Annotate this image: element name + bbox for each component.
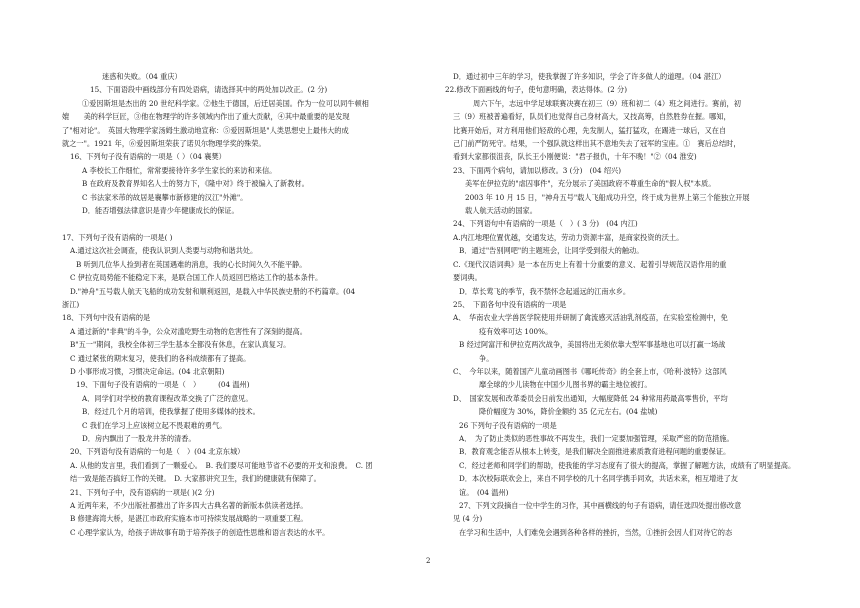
text-line: 三（9）班被普遍看好，队员们也觉得自己身材高大，又技高筹，自然胜券在握。哪知， (453, 112, 731, 122)
text-line: 比赛开始后，对方利用他们轻敌的心理，先发制人，猛打猛攻，在踢进一球后，又在自 (453, 125, 727, 135)
text-line: 16、下列句子没有语病的一项是（ ）（04 襄樊） (70, 152, 226, 162)
text-line: 2003 年 10 月 15 日，"神舟五号"载人飞船成功升空，终于成为世界上第三个能独立开展 (465, 192, 750, 202)
left-column (62, 70, 422, 539)
text-line: 载人航天活动的国家。 (465, 206, 537, 216)
text-line: ①爱因斯坦是杰出的 20 世纪科学家。②他生于德国，后迁居美国。作为一位可以同牛顿相 (82, 98, 369, 108)
text-line: 了"相对论"。 英国大物理学家汤姆生激动地宣称：⑤爱因斯坦是"人类思想史上最伟大的成 (62, 125, 349, 135)
text-line: A. 从他的发言里，我们看到了一颗爱心。 B. 我们要尽可能地节省不必要的开支和浪费。 C. 团 (70, 460, 373, 470)
text-line: 迷惑和失败。（04 重庆） (102, 72, 182, 81)
text-line: 在学习和生活中，人们难免会遇到各种各样的挫折，当然，①挫折会因人们对待它的态 (459, 527, 733, 537)
text-line: B．教育观念能否从根本上转变，是我们解决全面推进素质教育进程问题的重要保证。 (459, 447, 731, 457)
text-line: 24、下列语句中有语病的一项是（ ）( 3 分) (04 内江) (453, 219, 638, 229)
text-line: D."神舟"五号载人航天飞船的成功发射和顺利返回，是载入中华民族史册的不朽篇章。(04 (70, 286, 356, 296)
text-line (62, 217, 422, 230)
text-line: 22.修改下面画线的句子，使句意明确，表达得体。(2 分) (445, 85, 628, 95)
text-line: C．经过老师和同学们的帮助，使我能的学习态度有了很大的提高，掌握了解题方法，成绩有了明显提高。 (459, 460, 796, 470)
text-line: C 我们在学习上应该树立起不畏艰难的勇气。 (82, 420, 227, 430)
text-line: 21、下列句子中，没有语病的一项是( )(2 分) (70, 487, 215, 497)
text-line: 争。 (479, 353, 494, 363)
text-line: 己门前严防死守。结果，一个强队就这样出其不意地失去了冠军的宝座。① 赛后总结时， (453, 139, 741, 149)
text-line: B 经过阿富汗和伊拉克两次战争，美国将出无须依靠大型军事基地也可以打赢一场战 (459, 340, 726, 350)
text-line: 降价幅度为 30%，降价金额约 35 亿元左右。(04 盐城) (479, 407, 658, 417)
page-number: 2 (426, 557, 431, 565)
text-line: 20、下列语句没有语病的一句是（ ）(04 北京东城） (70, 447, 245, 457)
text-line: A． 为了防止类似的恶性事故不再发生，我们一定要加强管理，采取严密的防范措施。 (459, 433, 734, 443)
text-line: A．同学们对学校的教育课程改革交换了广泛的意见。 (82, 393, 253, 403)
text-line: 19、下面句子没有语病的一项是（ ） (04 温州) (76, 380, 250, 390)
text-line: B 在政府及教育界知名人士的努力下，《隆中对》终于被编入了新教材。 (82, 179, 309, 189)
text-line: B 听到几位华人捡到者在英国遇难的消息，我的心长时间久久不能平静。 (76, 259, 307, 269)
text-line: C、 今年以来，随着国产儿童动画图书《哪吒传奇》的全套上市，《哈利·波特》这部风 (453, 366, 727, 376)
text-line: C 心理学家认为，给孩子讲故事有助于培养孩子的创造性思维和语言表达的水平。 (70, 527, 330, 537)
text-line: D、 国家发展和改革委员会日前发出通知，大幅度降低 24 种常用药最高零售价，平均 (453, 393, 728, 403)
text-line: D．能否增强法律意识是青少年健康成长的保证。 (82, 206, 239, 216)
text-line: C 伊拉克局势能不能稳定下来，是联合国工作人员返回巴格达工作的基本条件。 (70, 273, 323, 283)
text-line: 17、下列句子没有语病的一项是( ) (62, 232, 173, 242)
text-line: 浙江) (62, 299, 80, 309)
text-line: B．通过"告别网吧"的主题班会，让同学受到很大的触动。 (459, 246, 644, 256)
text-line: 23、下面两个病句，请加以修改。3 (分) (04 绍兴) (453, 165, 622, 175)
text-line: A 李校长工作细忙，常常要接待许多学生家长的来访和来信。 (82, 165, 277, 175)
text-line: D．本次校际联欢会上，来自不同学校的几十名同学携手同欢，共话未来，相互增进了友 (459, 474, 738, 484)
text-line: B 修建海湾大桥，是湛江市政府实施本市可持续发展战略的一项重要工程。 (70, 514, 308, 524)
text-line: A 通过新的"非典"的斗争，公众对滥吃野生动物的危害性有了深刻的提高。 (70, 326, 307, 336)
text-line: D．草长莺飞的季节，我不禁怀念起遥远的江南水乡。 (459, 286, 631, 296)
text-line: D．房内飘出了一股龙井茶的清香。 (82, 433, 196, 443)
text-line: 看到大家都很沮丧，队长王小刚便说："君子报仇，十年不晚！"②（04 淮安) (453, 152, 697, 162)
text-line: 就之一"。1921 年，⑥爱因斯坦荣获了诺贝尔物理学奖的殊荣。 (62, 139, 266, 149)
text-line: 结一致是能否搞好工作的关键。 D. 大家都讲究卫生，我们的健康就有保障了。 (70, 474, 321, 484)
text-line: D．通过初中三年的学习，使我掌握了许多知识，学会了许多做人的道理。（04 湛江） (453, 72, 726, 81)
right-column (445, 70, 807, 539)
text-line: 18、下列句中没有语病的是 (62, 313, 151, 323)
text-line: C 书法家米芾的故居是襄攀市新修建的汉江"外滩"。 (82, 192, 248, 202)
text-line: 要词典。 (453, 273, 482, 283)
text-line: 媲 美的科学巨匠，③他在物理学的许多领域内作出了重大贡献，④其中最重要的是发现 (62, 112, 350, 122)
text-line: 疫有效率可达 100%。 (479, 326, 553, 336)
text-line: 美军在伊拉克的"虐囚事件"，充分展示了美国政府不尊重生命的"假人权"本质。 (465, 179, 716, 189)
text-line: A、 华南农业大学兽医学院使用并研制了禽流感灭活油乳剂疫苗，在实验室检测中，免 (453, 313, 728, 323)
text-line: 谊。 (04 温州) (459, 487, 509, 497)
text-line: C.《现代汉语词典》是一本在历史上有着十分重要的意义、起着引导规范汉语作用的重 (453, 259, 727, 269)
text-line: 靡全球的少儿读物在中国少儿图书界的霸主地位被打。 (479, 380, 652, 390)
text-line: B．经过几个月的培训，使我掌握了使用多媒体的技术。 (82, 407, 260, 417)
text-line: A 近两年来，不少出版社都推出了许多四大古典名著的新版本供读者选择。 (70, 501, 308, 510)
text-line: 27、下列文段摘自一位中学生的习作，其中画横线的句子有语病，请任选四处提出修改意 (459, 501, 742, 510)
text-line: D 小事形成习惯，习惯决定命运。(04 北京朝阳) (70, 366, 225, 376)
text-line: 26 下列句子没有语病的一项是 (459, 420, 557, 430)
text-line: 见 (4 分) (453, 514, 483, 524)
text-line: C 通过紧张的期末复习，使我们的各科成绩都有了提高。 (70, 353, 251, 363)
text-line: 15、下面语段中画线部分有四处语病，请选择其中的两处加以改正。(2 分) (90, 85, 328, 95)
text-line: B"五一"期间，我校全体初三学生基本全都没有休息，在家认真复习。 (70, 340, 291, 350)
text-line: 周六下午，志远中学足球联赛决赛在初三（9）班和初二（4）班之间进行。赛前，初 (473, 98, 741, 108)
text-line: A.通过这次社会调查，使我认识到人类要与动物和谐共处。 (70, 246, 258, 256)
text-line: 25、 下面各句中没有语病的一项是 (453, 299, 567, 309)
text-line: A.内江地理位置优越，交通发达，劳动力资源丰富，是商家投资的沃土。 (453, 232, 684, 242)
